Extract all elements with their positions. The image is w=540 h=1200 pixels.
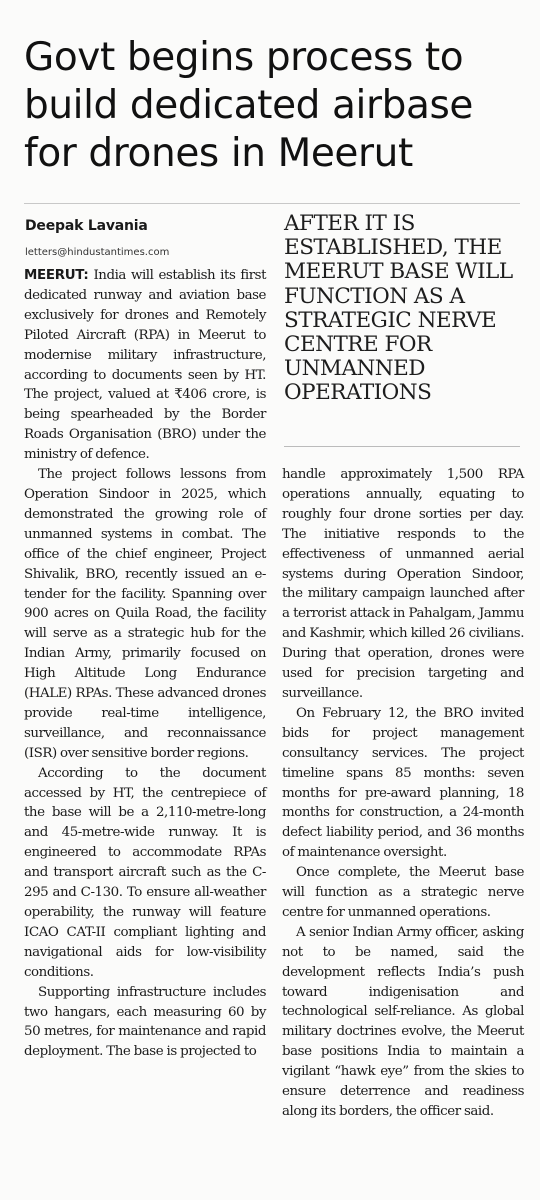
paragraph-text: India will establish its first dedicated runway and aviation base exclusively for drones and Remotely Piloted Aircraft (RPA) in Meerut to modernise military infrastructure, according to documents seen by HT. The project, valued at ₹406 crore, is being spearheaded by the Border Roads Organisation (BRO) under the ministry of defence. — [24, 268, 267, 463]
pull-quote-line: AFTER IT IS — [284, 211, 415, 236]
dateline: MEERUT: — [24, 268, 89, 283]
article-paragraph-continued: handle approximately 1,500 RPA operations annually, equating to roughly four drone sorties per day. The initiative responds to the effectiveness of unmanned aerial systems during Operation Sindoor, the military campaign launched after a terrorist attack in Pahalgam, Jammu and Kashmir, which killed 26 civilians. During that operation, drones were used for precision targeting and surveillance. — [282, 467, 524, 701]
pull-quote-line: STRATEGIC NERVE — [284, 307, 497, 333]
author-byline: Deepak Lavania — [25, 218, 148, 234]
article-paragraph: A senior Indian Army officer, asking not to be named, said the development reflects India’s push toward indigenisation and technological self-reliance. As global military doctrines evolve, the Meerut base positions India to maintain a vigilant “hawk eye” from the skies to ensure deterrence and readiness along its borders, the officer said. — [282, 924, 524, 1119]
article-column-left — [24, 266, 266, 1062]
author-email: letters@hindustantimes.com — [25, 247, 170, 258]
article-paragraph: On February 12, the BRO invited bids for project management consultancy services. The project timeline spans 85 months: seven months for pre-award planning, 18 months for construction, a 24-month defect liability period, and 36 months of maintenance oversight. — [282, 705, 524, 861]
article-paragraph — [24, 266, 266, 465]
article-paragraph: Supporting infrastructure includes two hangars, each measuring 60 by 50 metres, for maintenance and rapid deployment. The base is projected to — [24, 984, 266, 1060]
pull-quote — [284, 212, 524, 406]
headline-divider — [24, 203, 520, 204]
pull-quote-line: UNMANNED — [284, 356, 426, 382]
headline-line-1: Govt begins process to — [24, 35, 464, 80]
pull-quote-line: CENTRE FOR — [284, 332, 432, 358]
pull-quote-line: OPERATIONS — [284, 380, 432, 406]
article-paragraph: Once complete, the Meerut base will function as a strategic nerve centre for unmanned operations. — [282, 865, 524, 920]
headline — [24, 34, 524, 178]
pull-quote-line: MEERUT BASE WILL — [284, 259, 513, 285]
article-paragraph: According to the document accessed by HT, the centrepiece of the base will be a 2,110-metre-long and 45-metre-wide runway. It is engineered to accommodate RPAs and transport aircraft such as the C-295 and C-130. To ensure all-weather operability, the runway will feature ICAO CAT-II compliant lighting and navigational aids for low-visibility conditions. — [24, 765, 266, 980]
pull-quote-line: ESTABLISHED, THE — [284, 235, 502, 261]
article-paragraph: The project follows lessons from Operation Sindoor in 2025, which demonstrated the growing role of unmanned systems in combat. The office of the chief engineer, Project Shivalik, BRO, recently issued an e-tender for the facility. Spanning over 900 acres on Quila Road, the facility will serve as a strategic hub for the Indian Army, primarily focused on High Altitude Long Endurance (HALE) RPAs. These advanced drones provide real-time intelligence, surveillance, and reconnaissance (ISR) over sensitive border regions. — [24, 467, 266, 761]
headline-line-2: build dedicated airbase — [24, 83, 473, 128]
pull-quote-divider — [284, 446, 520, 447]
headline-line-3: for drones in Meerut — [24, 131, 413, 176]
pull-quote-line: FUNCTION AS A — [284, 283, 465, 309]
article-column-right — [282, 465, 524, 1122]
